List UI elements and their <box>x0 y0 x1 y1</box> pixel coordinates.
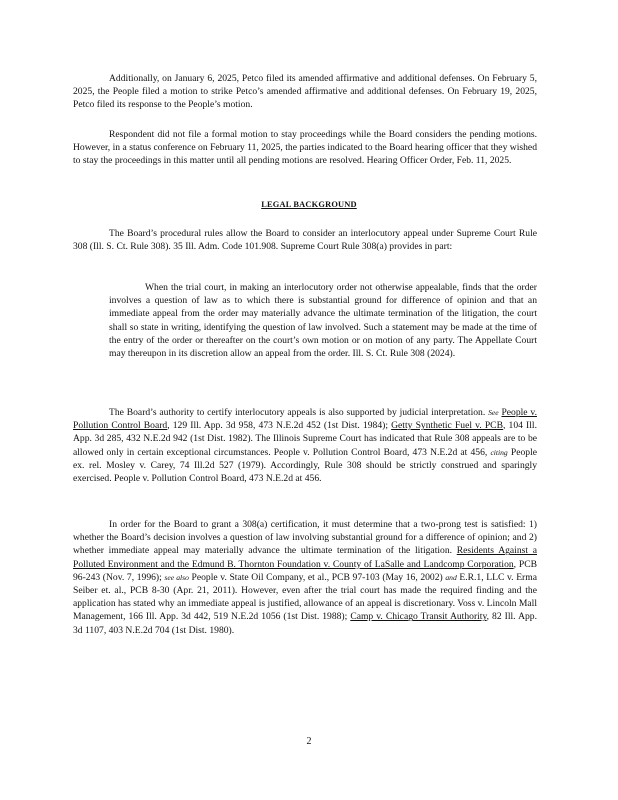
text-run: People ex. rel. Mosley v. Carey, 74 Ill.2d 527 (1979). Accordingly, Rule 308 should be strictly construed and sparingly exercised. People v. Pollution Control Board, 473 N.E.2d at 456. <box>73 446 538 485</box>
text-run: The Board’s authority to certify interlocutory appeals is also supported by judicial interpretation. <box>109 407 486 418</box>
page-number: 2 <box>306 736 312 747</box>
text-run: People v. State Oil Company, et al., PCB 97-103 (May 16, 2002) <box>191 571 443 583</box>
paragraph-board-authority <box>73 406 537 485</box>
section-heading <box>0 198 618 211</box>
paragraph-text: The Board’s procedural rules allow the Board to consider an interlocutory appeal under Supreme Court Rule 308 (Ill. S. Ct. Rule 308). 35 Ill. Adm. Code 101.908. Supreme Court Rule 308(a) provides in part: <box>73 228 537 253</box>
signal-and: and <box>445 572 457 582</box>
paragraph-stay-proceedings <box>73 128 537 168</box>
paragraph-text: Additionally, on January 6, 2025, Petco filed its amended affirmative and additional defenses. On February 5, 2025, the People filed a motion to strike Petco’s amended affirmative and additional defenses. On February 19, 2025, Petco filed its response to the People’s motion. <box>73 73 537 111</box>
case-citation: Residents Against a Polluted Environment and the Edmund B. Thornton Foundation v. County of LaSalle and Landcomp Corporation <box>73 545 537 570</box>
text-run: , 104 Ill. App. 3d 285, 432 N.E.2d 942 (1st Dist. 1982). The Illinois Supreme Court has indicated that Rule 308 appeals are to be allowed only in certain exceptional circumstances. People v. Pollution Control Board, 473 N.E.2d at 456, <box>73 420 537 458</box>
heading-text: LEGAL BACKGROUND <box>261 200 357 209</box>
case-citation: People v. Pollution Control Board <box>73 407 537 432</box>
quote-text: When the trial court, in making an interlocutory order not otherwise appealable, finds that the order involves a question of law as to which there is substantial ground for difference of opinion and that an immediate appeal from the order may materially advance the ultimate termination of the litigation, the court shall so state in writing, identifying the question of law involved. Such a statement may be made at the time of the entry of the order or thereafter on the court’s own motion or on motion of any party. The Appellate Court may thereupon in its discretion allow an appeal from the order. Ill. S. Ct. Rule 308 (2024). <box>109 282 537 360</box>
paragraph-text <box>73 518 537 637</box>
signal-see-also: see also <box>164 572 189 582</box>
paragraph-two-prong-test <box>73 518 537 637</box>
text-run: , 82 Ill. App. 3d 1107, 403 N.E.2d 704 (1st Dist. 1980). <box>73 611 537 636</box>
text-run: E.R.1, LLC v. Erma Seiber et. al., PCB 8-30 (Apr. 21, 2011). However, even after the trial court has made the required finding and the application has stated why an immediate appeal is justified, allowance of an appeal is discretionary. Voss v. Lincoln Mall Management, 166 Ill. App. 3d 442, 519 N.E.2d 1056 (1st Dist. 1988); <box>73 571 537 623</box>
text-run: , 129 Ill. App. 3d 958, 473 N.E.2d 452 (1st Dist. 1984); <box>167 420 388 432</box>
case-citation: Camp v. Chicago Transit Authority <box>350 611 487 623</box>
block-quote-rule-308 <box>109 281 537 360</box>
signal-see: See <box>488 408 499 417</box>
text-run: In order for the Board to grant a 308(a) certification, it must determine that a two-prong test is satisfied: 1) whether the Board’s decision involves a question of law involving substantial ground for a difference of opinion; and 2) whether immediate appeal may materially advance the ultimate termination of the litigation. <box>73 519 537 557</box>
signal-citing: citing <box>490 447 508 457</box>
paragraph-text: Respondent did not file a formal motion to stay proceedings while the Board considers the pending motions. However, in a status conference on February 11, 2025, the parties indicated to the Board hearing officer that they wished to stay the proceedings in this matter until all pending motions are resolved. Hearing Officer Order, Feb. 11, 2025. <box>73 129 537 167</box>
paragraph-procedural-rules <box>73 227 537 253</box>
case-citation: Getty Synthetic Fuel v. PCB <box>391 420 503 432</box>
text-run: , PCB 96-243 (Nov. 7, 1996); <box>73 558 537 583</box>
paragraph-petco-filings <box>73 72 537 112</box>
paragraph-text <box>73 406 537 485</box>
